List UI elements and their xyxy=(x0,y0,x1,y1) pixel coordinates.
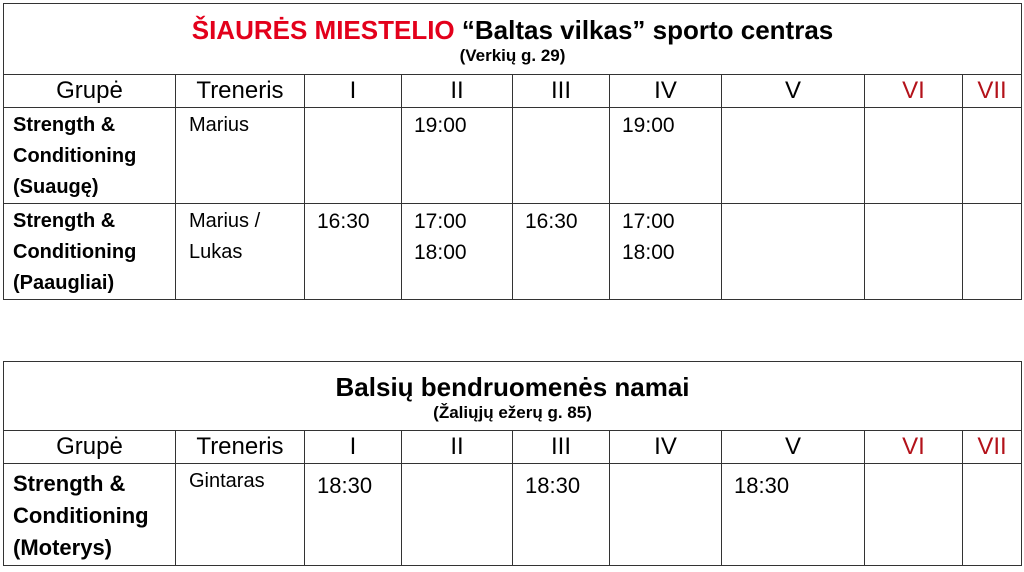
trainer-name: Gintaras xyxy=(189,470,265,492)
time-cell-i xyxy=(305,108,402,204)
header-group: Grupė xyxy=(4,75,176,108)
time-slot: 16:30 xyxy=(317,210,370,233)
table-row xyxy=(4,204,1022,300)
header-day-iv: IV xyxy=(610,75,722,108)
table-row xyxy=(4,464,1022,566)
header-day-i: I xyxy=(305,75,402,108)
header-day-vii: VII xyxy=(963,431,1022,464)
header-day-iii: III xyxy=(513,75,610,108)
venue-title-rest: “Baltas vilkas” sporto centras xyxy=(454,15,834,45)
header-day-iii: III xyxy=(513,431,610,464)
table-row xyxy=(4,108,1022,204)
table-title-cell xyxy=(4,4,1022,75)
venue-title-red: ŠIAURĖS MIESTELIO xyxy=(191,15,455,45)
time-cell-vi xyxy=(865,108,963,204)
trainer-name: Lukas xyxy=(189,241,243,263)
group-name-line: Strength & xyxy=(13,210,116,232)
table-title-cell xyxy=(4,362,1022,431)
header-row xyxy=(4,431,1022,464)
time-cell-ii xyxy=(402,204,513,300)
schedule-table-siaures-miestelis xyxy=(3,3,1022,300)
time-cell-vi xyxy=(865,464,963,566)
time-slot: 18:00 xyxy=(622,241,675,264)
time-cell-iii xyxy=(513,464,610,566)
trainer-cell xyxy=(176,464,305,566)
header-day-vi: VI xyxy=(865,75,963,108)
time-cell-i xyxy=(305,464,402,566)
time-slot: 19:00 xyxy=(414,114,467,137)
group-name-line: (Paaugliai) xyxy=(13,272,115,294)
header-day-vi: VI xyxy=(865,431,963,464)
time-cell-v xyxy=(722,204,865,300)
trainer-cell xyxy=(176,108,305,204)
group-name-line: Conditioning xyxy=(13,503,149,528)
group-name-line: Conditioning xyxy=(13,145,137,167)
time-cell-iv xyxy=(610,204,722,300)
venue-address: (Žaliųjų ežerų g. 85) xyxy=(433,403,592,422)
header-day-ii: II xyxy=(402,431,513,464)
time-slot: 18:30 xyxy=(317,473,373,498)
group-name-cell xyxy=(4,464,176,566)
header-day-vii: VII xyxy=(963,75,1022,108)
venue-address: (Verkių g. 29) xyxy=(459,46,566,65)
venue-title xyxy=(4,7,1021,45)
time-cell-vii xyxy=(963,108,1022,204)
trainer-cell xyxy=(176,204,305,300)
time-slot: 18:30 xyxy=(525,473,581,498)
time-slot: 18:30 xyxy=(734,473,790,498)
group-name-line: Strength & xyxy=(13,471,126,496)
time-cell-v xyxy=(722,108,865,204)
time-cell-iv xyxy=(610,108,722,204)
time-slot: 17:00 xyxy=(622,210,675,233)
group-name-line: (Moterys) xyxy=(13,535,113,560)
header-trainer: Treneris xyxy=(176,75,305,108)
header-group: Grupė xyxy=(4,431,176,464)
time-cell-i xyxy=(305,204,402,300)
group-name-line: (Suaugę) xyxy=(13,176,99,198)
header-trainer: Treneris xyxy=(176,431,305,464)
header-day-iv: IV xyxy=(610,431,722,464)
time-cell-iii xyxy=(513,204,610,300)
time-cell-vi xyxy=(865,204,963,300)
venue-title: Balsių bendruomenės namai xyxy=(335,372,690,402)
time-cell-v xyxy=(722,464,865,566)
time-slot: 16:30 xyxy=(525,210,578,233)
header-day-v: V xyxy=(722,75,865,108)
schedule-table-balsiai xyxy=(3,361,1022,566)
time-cell-ii xyxy=(402,464,513,566)
group-name-cell xyxy=(4,108,176,204)
header-day-ii: II xyxy=(402,75,513,108)
time-cell-iv xyxy=(610,464,722,566)
header-day-v: V xyxy=(722,431,865,464)
time-slot: 18:00 xyxy=(414,241,467,264)
group-name-line: Strength & xyxy=(13,114,116,136)
time-cell-ii xyxy=(402,108,513,204)
time-cell-vii xyxy=(963,204,1022,300)
trainer-name: Marius / xyxy=(189,210,261,232)
time-slot: 17:00 xyxy=(414,210,467,233)
header-row xyxy=(4,75,1022,108)
time-cell-iii xyxy=(513,108,610,204)
group-name-cell xyxy=(4,204,176,300)
trainer-name: Marius xyxy=(189,114,250,136)
header-day-i: I xyxy=(305,431,402,464)
group-name-line: Conditioning xyxy=(13,241,137,263)
time-slot: 19:00 xyxy=(622,114,675,137)
time-cell-vii xyxy=(963,464,1022,566)
